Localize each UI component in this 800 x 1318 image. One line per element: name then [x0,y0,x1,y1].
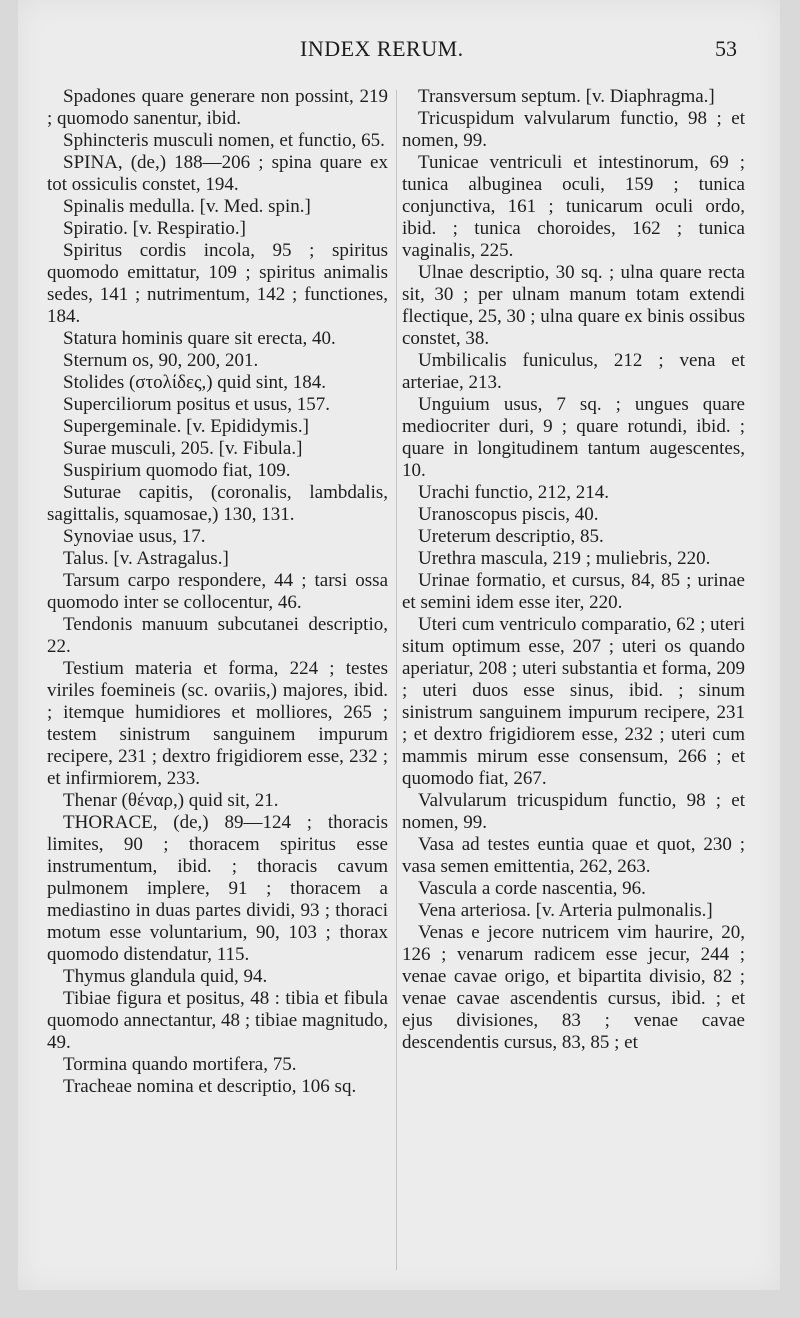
index-entry: Unguium usus, 7 sq. ; ungues quare mediocriter duri, 9 ; quare rotundi, ibid. ; quare in longitudinem tantum augescentes, 10. [402,394,745,481]
index-entry: Surae musculi, 205. [v. Fibula.] [63,438,303,459]
index-entry: Valvularum tricuspidum functio, 98 ; et nomen, 99. [402,790,745,833]
index-entry: Thenar (θέναρ,) quid sit, 21. [63,790,279,811]
page-header [0,36,800,66]
index-entry: THORACE, (de,) 89—124 ; thoracis limites, 90 ; thoracem spiritus esse instrumentum, ibid. ; thoracis cavum pulmonem implere, 91 ; thoracem a mediastino in duas partes dividi, 93 ; thoraci motum esse voluntarium, 90, 103 ; thorax quomodo distendatur, 115. [47,812,388,965]
page-number: 53 [715,36,737,61]
index-entry: Suturae capitis, (coronalis, lambdalis, sagittalis, squamosae,) 130, 131. [47,482,388,525]
index-entry: Urachi functio, 212, 214. [418,482,610,503]
index-entry: Supergeminale. [v. Epididymis.] [63,416,309,437]
index-entry: Sphincteris musculi nomen, et functio, 65. [63,130,385,151]
index-entry: Venas e jecore nutricem vim haurire, 20, 126 ; venarum radicem esse jecur, 244 ; venae cavae origo, et bipartita divisio, 82 ; venae cavae ascendentis cursus, ibid. ; et ejus divisiones, 83 ; venae cavae descendentis cursus, 83, 85 ; et [402,922,745,1053]
column-divider [396,90,397,1270]
index-entry: Suspirium quomodo fiat, 109. [63,460,291,481]
running-title: INDEX RERUM. [300,36,464,61]
index-entry: Superciliorum positus et usus, 157. [63,394,331,415]
index-entry: Urethra mascula, 219 ; muliebris, 220. [418,548,711,569]
index-column-right [402,86,745,1054]
index-column-left [47,86,388,1098]
index-entry: Spiritus cordis incola, 95 ; spiritus quomodo emittatur, 109 ; spiritus animalis sedes, 141 ; nutrimentum, 142 ; functiones, 184. [47,240,388,327]
index-entry: Sternum os, 90, 200, 201. [63,350,259,371]
index-entry: Tricuspidum valvularum functio, 98 ; et nomen, 99. [402,108,745,151]
index-entry: Testium materia et forma, 224 ; testes viriles foemineis (sc. ovariis,) majores, ibid. ; itemque humidiores et molliores, 265 ; testem sinistrum sanguinem impurum recipere, 231 ; dextro frigidiorem esse, 232 ; et infirmiorem, 233. [47,658,388,789]
index-entry: Tormina quando mortifera, 75. [63,1054,297,1075]
index-entry: Ulnae descriptio, 30 sq. ; ulna quare recta sit, 30 ; per ulnam manum totam extendi flectique, 25, 30 ; ulna quare ex binis ossibus constet, 38. [402,262,745,349]
index-entry: Statura hominis quare sit erecta, 40. [63,328,336,349]
index-entry: Uranoscopus piscis, 40. [418,504,599,525]
index-entry: Vascula a corde nascentia, 96. [418,878,646,899]
index-entry: Tibiae figura et positus, 48 : tibia et fibula quomodo annectantur, 48 ; tibiae magnitudo, 49. [47,988,388,1053]
index-entry: Tendonis manuum subcutanei descriptio, 22. [47,614,388,657]
index-entry: SPINA, (de,) 188—206 ; spina quare ex tot ossiculis constet, 194. [47,152,388,195]
index-entry: Spiratio. [v. Respiratio.] [63,218,246,239]
index-entry: Synoviae usus, 17. [63,526,206,547]
index-entry: Umbilicalis funiculus, 212 ; vena et arteriae, 213. [402,350,745,393]
index-entry: Stolides (στολίδες,) quid sint, 184. [63,372,327,393]
index-entry: Spadones quare generare non possint, 219 ; quomodo sanentur, ibid. [47,86,388,129]
index-entry: Tarsum carpo respondere, 44 ; tarsi ossa quomodo inter se collocentur, 46. [47,570,388,613]
index-entry: Tracheae nomina et descriptio, 106 sq. [63,1076,357,1097]
index-entry: Vena arteriosa. [v. Arteria pulmonalis.] [418,900,713,921]
index-entry: Uteri cum ventriculo comparatio, 62 ; uteri situm optimum esse, 207 ; uteri os quando aperiatur, 208 ; uteri substantia et forma, 209 ; uteri duos esse sinus, ibid. ; sinum sinistrum sanguinem impurum recipere, 231 ; et dextro frigidiorem esse, 232 ; uteri cum mammis mirum esse consensum, 266 ; et quomodo fiat, 267. [402,614,745,789]
index-entry: Vasa ad testes euntia quae et quot, 230 ; vasa semen emittentia, 262, 263. [402,834,745,877]
index-entry: Tunicae ventriculi et intestinorum, 69 ; tunica albuginea oculi, 159 ; tunica conjunctiva, 161 ; tunicarum oculi ordo, ibid. ; tunica choroides, 162 ; tunica vaginalis, 225. [402,152,745,261]
index-entry: Urinae formatio, et cursus, 84, 85 ; urinae et semini idem esse iter, 220. [402,570,745,613]
index-entry: Spinalis medulla. [v. Med. spin.] [63,196,311,217]
index-entry: Ureterum descriptio, 85. [418,526,604,547]
index-entry: Transversum septum. [v. Diaphragma.] [418,86,715,107]
index-entry: Thymus glandula quid, 94. [63,966,268,987]
index-entry: Talus. [v. Astragalus.] [63,548,229,569]
